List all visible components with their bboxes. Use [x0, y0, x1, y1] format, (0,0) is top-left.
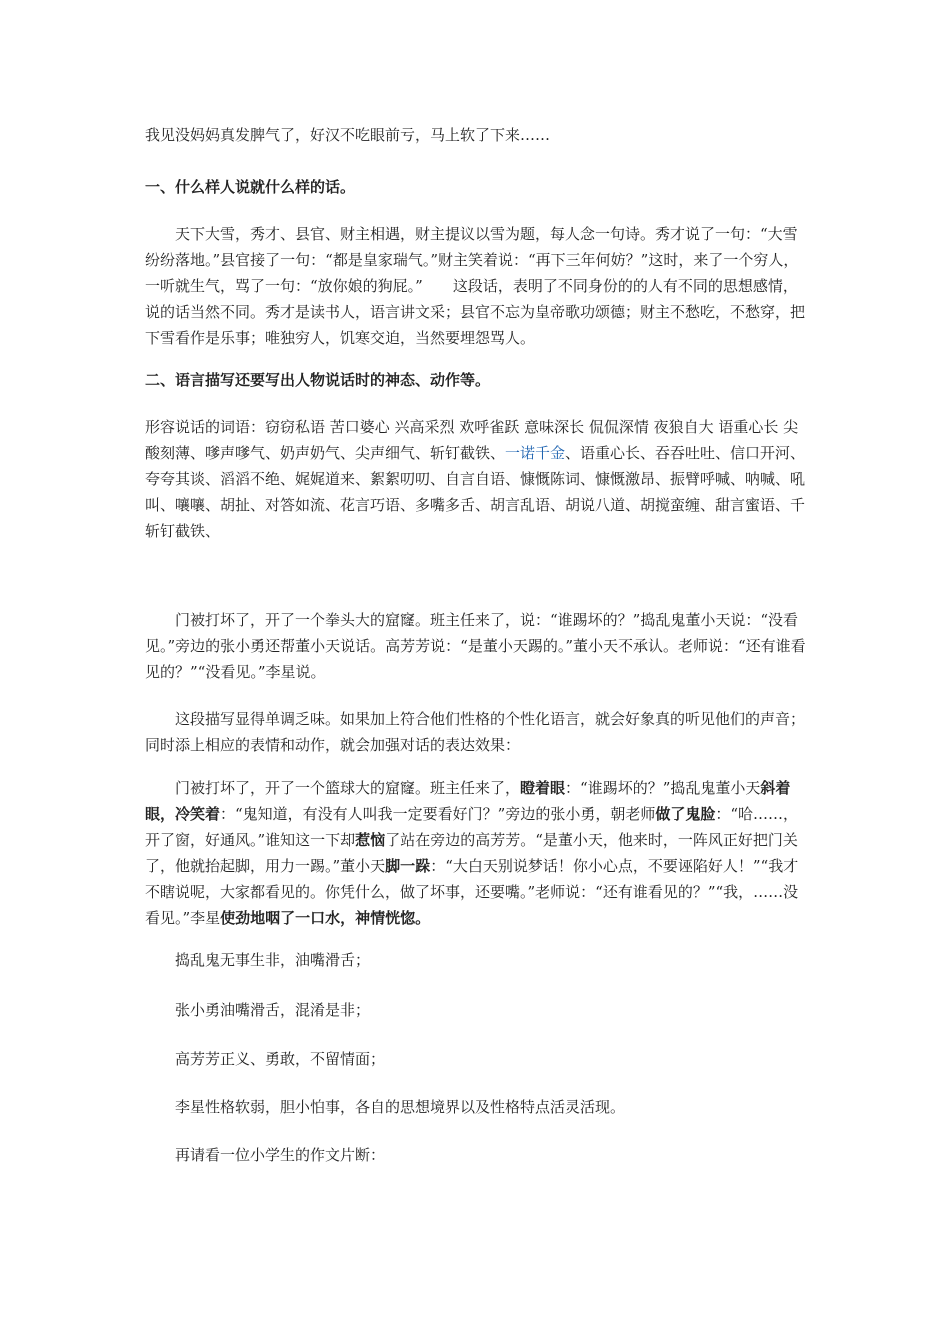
paragraph-door-vivid: [145, 775, 810, 931]
speech-words-text-1: 形容说话的词语：窃窃私语 苦口婆心 兴高采烈 欢呼雀跃 意味深长 侃侃深情 夜狼自大 语重心长 尖酸刻薄、嗲声嗲气、奶声奶气、尖声细气、斩钉截铁、: [145, 418, 799, 462]
text-segment: ：“谁踢坏的？”捣乱鬼董小天: [565, 779, 761, 797]
speech-words-list: [145, 414, 810, 544]
intro-line: 我见没妈妈真发脾气了，好汉不吃眼前亏，马上软了下来……: [145, 126, 551, 144]
character-line-3: 高芳芳正义、勇敢，不留情面；: [175, 1050, 386, 1068]
idiom-link[interactable]: 一诺千金: [505, 444, 566, 462]
bold-phrase: 使劲地咽了一口水，神情恍惚。: [220, 909, 431, 927]
section-heading-2: 二、语言描写还要写出人物说话时的神态、动作等。: [145, 371, 491, 389]
paragraph-door-plain: 门被打坏了，开了一个拳头大的窟窿。班主任来了，说：“谁踢坏的？”捣乱鬼董小天说：“没看见。”旁边的张小勇还帮董小天说话。高芳芳说：“是董小天踢的。”董小天不承认。老师说：“还有谁看见的？”“没看见。”李星说。: [145, 611, 806, 681]
bold-phrase: 斜着眼，冷笑着: [145, 779, 791, 823]
text-segment: ：“大白天别说梦话！你小心点，不要诬陷好人！”“我才不瞎说呢，大家都看见的。你凭什么，做了坏事，还要嘴。”老师说：“还有谁看见的？”“我，……没看见。”李星: [145, 857, 799, 927]
bold-phrase: 惹恼: [355, 831, 386, 849]
bold-phrase: 做了鬼脸: [655, 805, 716, 823]
paragraph-commentary: 这段描写显得单调乏味。如果加上符合他们性格的个性化语言，就会好象真的听见他们的声音；同时添上相应的表情和动作，就会加强对话的表达效果：: [145, 710, 806, 754]
closing-line: 再请看一位小学生的作文片断：: [175, 1146, 386, 1164]
text-segment: 了站在旁边的高芳芳。“是董小天，他来时，一阵风正好把门关了，他就抬起脚，用力一踢。”董小天: [145, 831, 798, 875]
character-line-1: 捣乱鬼无事生非，油嘴滑舌；: [175, 951, 371, 969]
section-heading-1: 一、什么样人说就什么样的话。: [145, 178, 356, 196]
text-segment: 门被打坏了，开了一个篮球大的窟窿。班主任来了，: [175, 779, 521, 797]
bold-phrase: 瞪着眼: [520, 779, 566, 797]
bold-phrase: 脚一跺: [385, 857, 431, 875]
text-segment: ：“鬼知道，有没有人叫我一定要看好门？”旁边的张小勇，朝老师: [220, 805, 656, 823]
character-line-2: 张小勇油嘴滑舌，混淆是非；: [175, 1001, 371, 1019]
text-segment: ：“哈……，开了窗，好通风。”谁知这一下却: [145, 805, 799, 849]
speech-words-text-2: 、语重心长、吞吞吐吐、信口开河、夸夸其谈、滔滔不绝、娓娓道来、絮絮叨叨、自言自语、慷慨陈词、慷慨激昂、振臂呼喊、呐喊、吼叫、嚷嚷、胡扯、对答如流、花言巧语、多嘴多舌、胡言乱语、胡说八道、胡搅蛮缠、甜言蜜语、千斩钉截铁、: [145, 444, 806, 540]
paragraph-snow-story: 天下大雪，秀才、县官、财主相遇，财主提议以雪为题，每人念一句诗。秀才说了一句：“大雪纷纷落地。”县官接了一句：“都是皇家瑞气。”财主笑着说：“再下三年何妨？”这时，来了一个穷人，一听就生气，骂了一句：“放你娘的狗屁。” 这段话，表明了不同身份的的人有不同的思想感情，说的话当然不同。秀才是读书人，语言讲文采；县官不忘为皇帝歌功颂德；财主不愁吃，不愁穿，把下雪看作是乐事；唯独穷人，饥寒交迫，当然要埋怨骂人。: [145, 225, 806, 347]
character-line-4: 李星性格软弱，胆小怕事，各自的思想境界以及性格特点活灵活现。: [175, 1098, 626, 1116]
